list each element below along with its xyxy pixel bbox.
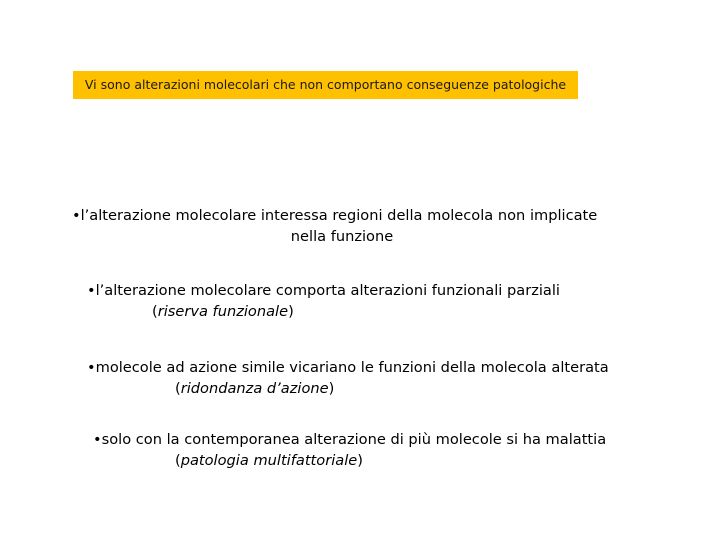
bullet-item-1 (72, 205, 612, 247)
bullet-4-term: patologia multifattoriale (180, 452, 358, 469)
bullet-1-line-1: •l’alterazione molecolare interessa regioni della molecola non implicate (72, 207, 598, 224)
paren-open: ( (175, 452, 181, 469)
paren-close: ) (328, 380, 335, 397)
paren-close: ) (357, 452, 363, 469)
bullet-4-line-2 (93, 450, 606, 471)
bullet-2-line-2 (87, 301, 560, 322)
bullet-2-term: riserva funzionale (157, 303, 289, 320)
bullet-1-line-2: nella funzione (290, 228, 394, 245)
bullet-item-3 (87, 357, 609, 399)
bullet-3-line-1: •molecole ad azione simile vicariano le funzioni della molecola alterata (87, 359, 609, 376)
bullet-2-line-1: •l’alterazione molecolare comporta alterazioni funzionali parziali (87, 282, 560, 299)
bullet-3-line-2 (87, 378, 609, 399)
slide-title-text: Vi sono alterazioni molecolari che non comportano conseguenze patologiche (84, 77, 567, 92)
paren-close: ) (288, 303, 294, 320)
bullet-item-4 (93, 429, 606, 471)
bullet-4-line-1: •solo con la contemporanea alterazione di più molecole si ha malattia (93, 431, 607, 448)
bullet-3-term: ridondanza d’azione (180, 380, 329, 397)
bullet-item-2 (87, 280, 560, 322)
slide-title (73, 71, 578, 99)
paren-open: ( (152, 303, 158, 320)
paren-open: ( (175, 380, 181, 397)
